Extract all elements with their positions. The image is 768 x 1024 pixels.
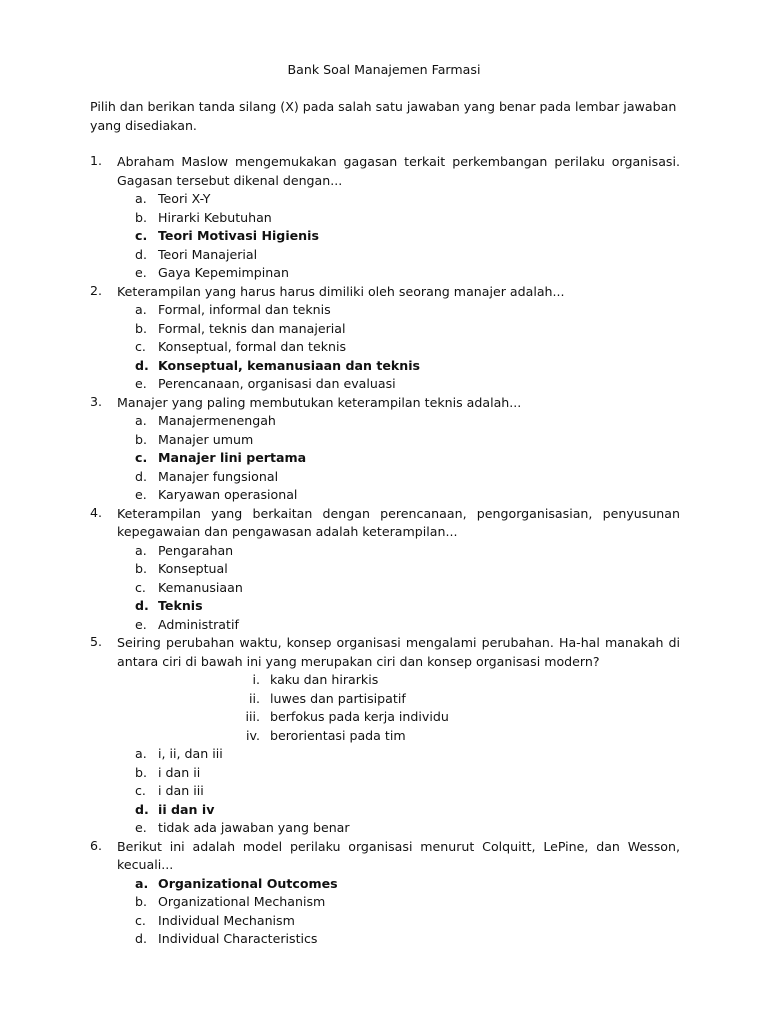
answer-option bbox=[90, 264, 680, 283]
option-letter: b. bbox=[135, 320, 147, 336]
answer-option bbox=[90, 190, 680, 209]
question-6 bbox=[90, 838, 680, 949]
option-letter: a. bbox=[135, 413, 147, 428]
option-text: Konseptual bbox=[158, 561, 228, 576]
answer-option bbox=[90, 597, 680, 616]
statement-text: berfokus pada kerja individu bbox=[270, 709, 449, 724]
option-letter: c. bbox=[135, 450, 148, 465]
option-text: Hirarki Kebutuhan bbox=[158, 209, 272, 225]
question-text: Keterampilan yang harus harus dimiliki oleh seorang manajer adalah... bbox=[117, 283, 565, 299]
option-list bbox=[90, 412, 680, 505]
option-letter: c. bbox=[135, 579, 146, 595]
option-list bbox=[90, 875, 680, 949]
answer-option bbox=[90, 209, 680, 228]
option-letter: c. bbox=[135, 228, 148, 243]
option-text: i, ii, dan iii bbox=[158, 746, 223, 761]
question-number: 4. bbox=[90, 504, 103, 520]
option-letter: a. bbox=[135, 542, 147, 558]
option-text: Individual Mechanism bbox=[158, 912, 295, 928]
option-text: i dan iii bbox=[158, 783, 204, 798]
option-letter: b. bbox=[135, 561, 147, 576]
option-letter: a. bbox=[135, 191, 147, 206]
answer-option bbox=[90, 412, 680, 431]
answer-option bbox=[90, 338, 680, 357]
option-letter: b. bbox=[135, 431, 147, 447]
answer-option bbox=[90, 579, 680, 598]
answer-option bbox=[90, 801, 680, 820]
answer-option bbox=[90, 375, 680, 394]
option-list bbox=[90, 301, 680, 394]
option-letter: a. bbox=[135, 302, 147, 317]
option-letter: e. bbox=[135, 820, 147, 835]
answer-option bbox=[90, 320, 680, 339]
option-text: Teknis bbox=[158, 598, 203, 613]
option-letter: d. bbox=[135, 468, 147, 484]
answer-option bbox=[90, 893, 680, 912]
statement-text: berorientasi pada tim bbox=[270, 727, 406, 743]
question-number: 2. bbox=[90, 282, 103, 298]
option-letter: b. bbox=[135, 764, 147, 780]
answer-option bbox=[90, 616, 680, 635]
answer-option bbox=[90, 764, 680, 783]
option-letter: c. bbox=[135, 912, 146, 928]
statement-item bbox=[90, 671, 680, 690]
option-text: ii dan iv bbox=[158, 801, 215, 817]
answer-option bbox=[90, 449, 680, 468]
option-letter: e. bbox=[135, 265, 147, 280]
option-letter: e. bbox=[135, 616, 147, 632]
option-text: Formal, informal dan teknis bbox=[158, 302, 331, 317]
option-letter: c. bbox=[135, 339, 146, 354]
question-1 bbox=[90, 153, 680, 283]
question-text: Berikut ini adalah model perilaku organisasi menurut Colquitt, LePine, dan Wesson, kecuali... bbox=[117, 838, 680, 872]
option-text: Karyawan operasional bbox=[158, 487, 298, 502]
document-title: Bank Soal Manajemen Farmasi bbox=[287, 62, 481, 77]
option-letter: d. bbox=[135, 598, 149, 613]
question-number: 3. bbox=[90, 393, 103, 409]
option-letter: d. bbox=[135, 246, 147, 262]
question-3 bbox=[90, 394, 680, 505]
option-text: Konseptual, formal dan teknis bbox=[158, 339, 347, 354]
option-text: Formal, teknis dan manajerial bbox=[158, 320, 346, 336]
answer-option bbox=[90, 782, 680, 801]
question-4 bbox=[90, 505, 680, 635]
answer-option bbox=[90, 301, 680, 320]
answer-option bbox=[90, 246, 680, 265]
statement-list bbox=[90, 671, 680, 745]
answer-option bbox=[90, 819, 680, 838]
option-list bbox=[90, 190, 680, 283]
answer-option bbox=[90, 560, 680, 579]
answer-option bbox=[90, 357, 680, 376]
option-text: Pengarahan bbox=[158, 542, 234, 558]
option-letter: d. bbox=[135, 801, 149, 817]
instructions: Pilih dan berikan tanda silang (X) pada salah satu jawaban yang benar pada lembar jawaban yang disediakan. bbox=[90, 99, 677, 133]
option-letter: a. bbox=[135, 746, 147, 761]
question-5 bbox=[90, 634, 680, 838]
option-text: Manajer fungsional bbox=[158, 468, 279, 484]
question-number: 6. bbox=[90, 837, 103, 853]
statement-text: luwes dan partisipatif bbox=[270, 690, 406, 706]
statement-numeral: iii. bbox=[245, 709, 260, 724]
question-text: Abraham Maslow mengemukakan gagasan terkait perkembangan perilaku organisasi. Gagasan tersebut dikenal dengan... bbox=[117, 154, 680, 188]
statement-item bbox=[90, 690, 680, 709]
statement-item bbox=[90, 727, 680, 746]
option-text: i dan ii bbox=[158, 764, 201, 780]
option-text: Perencanaan, organisasi dan evaluasi bbox=[158, 376, 396, 391]
answer-option bbox=[90, 930, 680, 949]
option-text: Organizational Outcomes bbox=[158, 875, 338, 891]
option-letter: a. bbox=[135, 875, 149, 891]
question-number: 1. bbox=[90, 153, 103, 168]
option-letter: e. bbox=[135, 487, 147, 502]
option-letter: c. bbox=[135, 783, 146, 798]
option-text: Manajer lini pertama bbox=[158, 450, 307, 465]
question-number: 5. bbox=[90, 634, 103, 649]
statement-numeral: ii. bbox=[248, 690, 260, 706]
option-letter: b. bbox=[135, 209, 147, 225]
answer-option bbox=[90, 745, 680, 764]
option-text: Konseptual, kemanusiaan dan teknis bbox=[158, 357, 421, 373]
option-text: Kemanusiaan bbox=[158, 579, 243, 595]
question-list bbox=[90, 153, 680, 949]
option-text: Individual Characteristics bbox=[158, 931, 318, 946]
option-text: Teori Manajerial bbox=[158, 246, 258, 262]
option-text: Teori Motivasi Higienis bbox=[158, 228, 319, 243]
answer-option bbox=[90, 875, 680, 894]
option-text: Manajermenengah bbox=[158, 413, 276, 428]
option-letter: d. bbox=[135, 357, 149, 373]
question-text: Keterampilan yang berkaitan dengan perencanaan, pengorganisasian, penyusunan kepegawaian dan pengawasan adalah keterampilan... bbox=[117, 505, 680, 539]
statement-numeral: i. bbox=[252, 672, 260, 687]
option-list bbox=[90, 745, 680, 838]
answer-option bbox=[90, 542, 680, 561]
answer-option bbox=[90, 227, 680, 246]
option-letter: b. bbox=[135, 894, 147, 909]
option-list bbox=[90, 542, 680, 635]
question-2 bbox=[90, 283, 680, 394]
statement-text: kaku dan hirarkis bbox=[270, 672, 379, 687]
option-text: Administratif bbox=[158, 616, 239, 632]
answer-option bbox=[90, 486, 680, 505]
statement-item bbox=[90, 708, 680, 727]
option-text: Teori X-Y bbox=[158, 191, 211, 206]
question-text: Manajer yang paling membutukan keterampilan teknis adalah... bbox=[117, 394, 522, 410]
option-letter: d. bbox=[135, 931, 147, 946]
answer-option bbox=[90, 912, 680, 931]
option-text: tidak ada jawaban yang benar bbox=[158, 820, 350, 835]
option-text: Manajer umum bbox=[158, 431, 254, 447]
statement-numeral: iv. bbox=[246, 727, 260, 743]
answer-option bbox=[90, 468, 680, 487]
question-text: Seiring perubahan waktu, konsep organisasi mengalami perubahan. Ha-hal manakah di antara ciri di bawah ini yang merupakan ciri dan konsep organisasi modern? bbox=[117, 635, 680, 669]
answer-option bbox=[90, 431, 680, 450]
option-text: Organizational Mechanism bbox=[158, 894, 326, 909]
option-letter: e. bbox=[135, 376, 147, 391]
option-text: Gaya Kepemimpinan bbox=[158, 265, 289, 280]
